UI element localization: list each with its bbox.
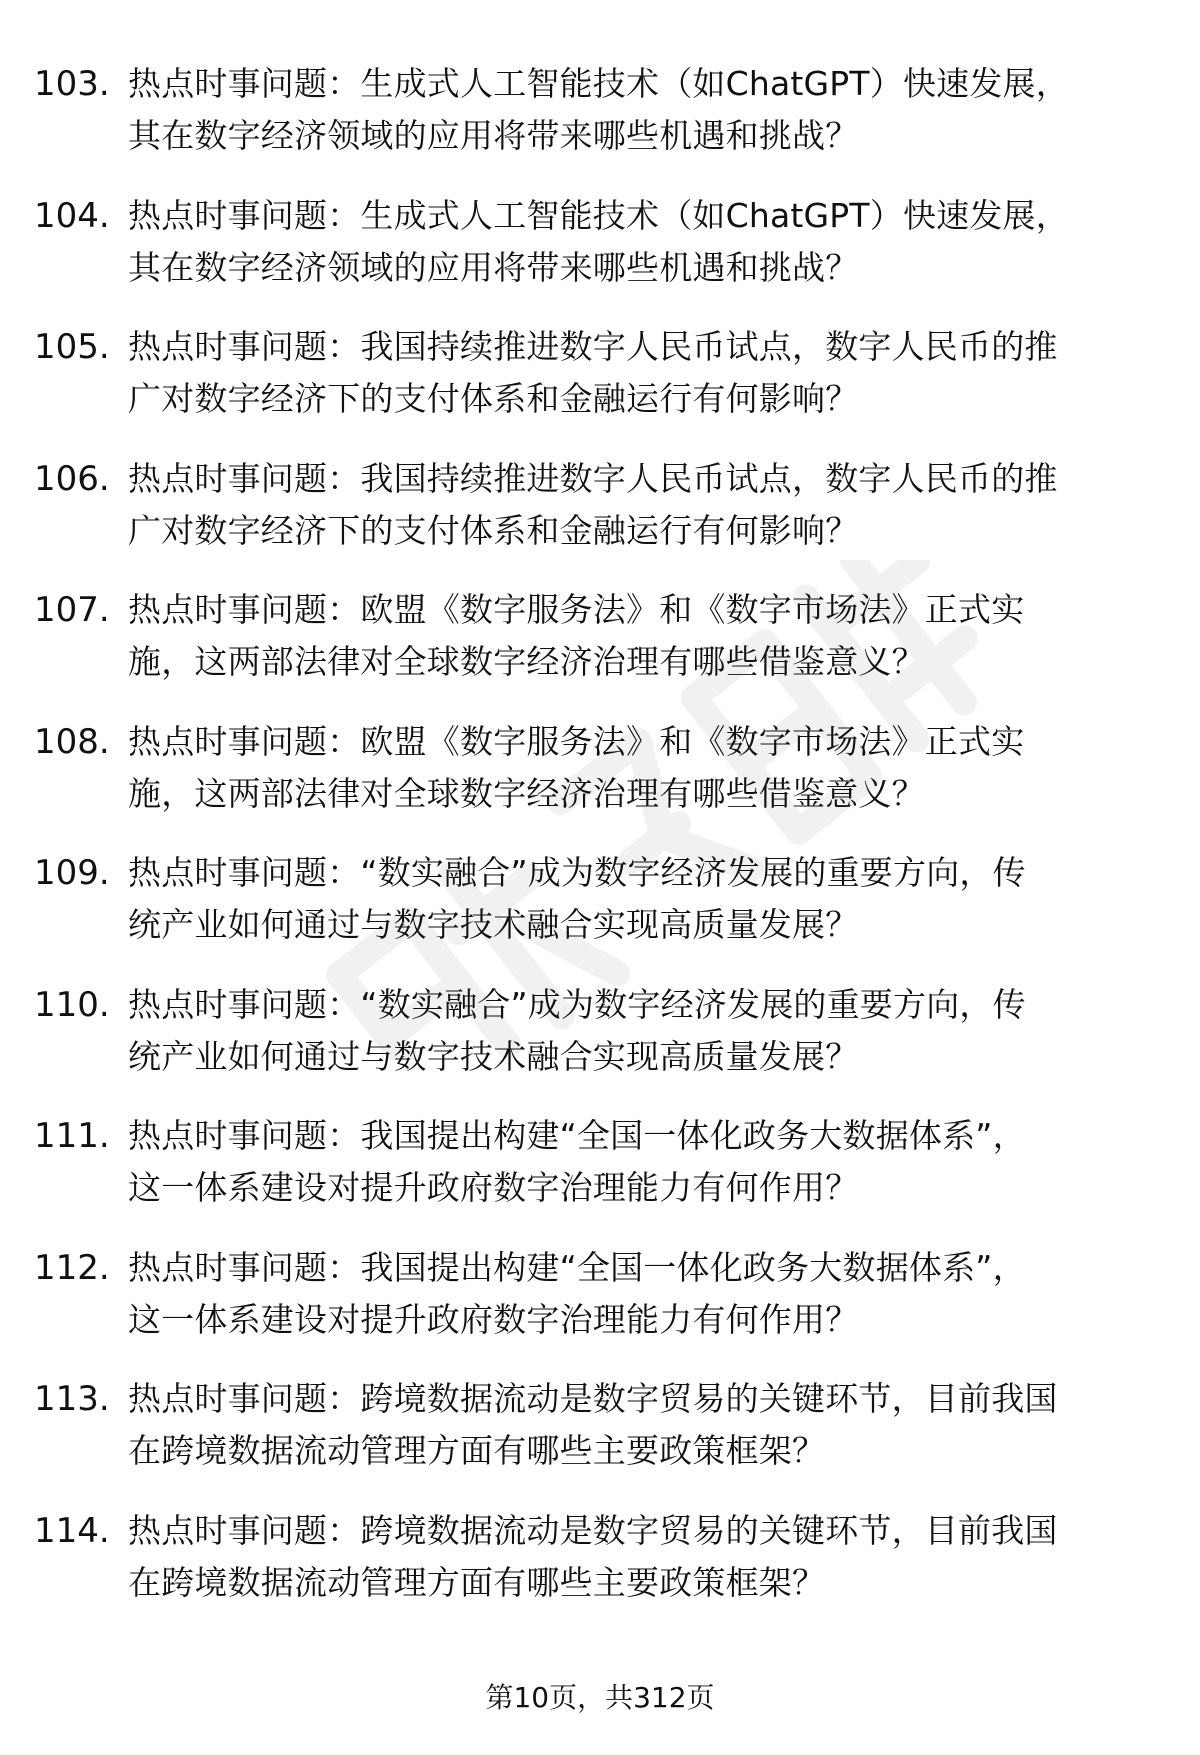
question-number: 113. — [34, 1379, 110, 1419]
question-number: 108. — [34, 721, 110, 762]
question-item — [34, 584, 1154, 716]
question-item — [34, 1373, 1154, 1505]
question-text — [128, 1505, 1154, 1609]
question-number: 106. — [34, 458, 110, 499]
question-text-line: 施，这两部法律对全球数字经济治理有哪些借鉴意义？ — [128, 642, 925, 681]
question-number: 110. — [34, 984, 110, 1025]
question-text — [128, 58, 1154, 162]
question-item — [34, 190, 1154, 322]
question-text-line: 热点时事问题：生成式人工智能技术（如ChatGPT）快速发展， — [128, 195, 1069, 235]
question-text — [128, 716, 1154, 820]
question-text — [128, 190, 1154, 294]
question-text-line: 统产业如何通过与数字技术融合实现高质量发展？ — [128, 1036, 859, 1076]
question-text-line: 热点时事问题：我国提出构建“全国一体化政务大数据体系”， — [128, 1116, 1026, 1155]
question-number: 109. — [34, 853, 110, 893]
question-text-line: 在跨境数据流动管理方面有哪些主要政策框架？ — [128, 1431, 826, 1470]
question-text-line: 施，这两部法律对全球数字经济治理有哪些借鉴意义？ — [128, 773, 925, 813]
question-text — [128, 1242, 1154, 1346]
question-text-line: 热点时事问题：我国持续推进数字人民币试点，数字人民币的推 — [128, 327, 1058, 366]
question-text-line: 统产业如何通过与数字技术融合实现高质量发展？ — [128, 905, 859, 944]
question-number: 103. — [34, 64, 110, 104]
question-text-line: 热点时事问题：欧盟《数字服务法》和《数字市场法》正式实 — [128, 721, 1025, 761]
question-text-line: 热点时事问题：生成式人工智能技术（如ChatGPT）快速发展， — [128, 64, 1069, 103]
question-text-line: 在跨境数据流动管理方面有哪些主要政策框架？ — [128, 1562, 826, 1602]
question-list — [34, 58, 1154, 1636]
question-number: 105. — [34, 327, 110, 367]
question-text — [128, 584, 1154, 688]
question-text — [128, 321, 1154, 425]
question-item — [34, 1110, 1154, 1242]
question-text — [128, 847, 1154, 951]
question-text-line: 热点时事问题：我国持续推进数字人民币试点，数字人民币的推 — [128, 458, 1058, 498]
question-text — [128, 1373, 1154, 1477]
question-text-line: 这一体系建设对提升政府数字治理能力有何作用？ — [128, 1299, 859, 1339]
question-item — [34, 321, 1154, 453]
question-text-line: 热点时事问题：我国提出构建“全国一体化政务大数据体系”， — [128, 1247, 1026, 1287]
question-item — [34, 979, 1154, 1111]
question-text-line: 其在数字经济领域的应用将带来哪些机遇和挑战？ — [128, 116, 859, 155]
question-item — [34, 716, 1154, 848]
question-text — [128, 979, 1154, 1083]
question-number: 114. — [34, 1510, 110, 1551]
question-number: 111. — [34, 1116, 110, 1156]
question-number: 112. — [34, 1247, 110, 1288]
question-text-line: 其在数字经济领域的应用将带来哪些机遇和挑战？ — [128, 247, 859, 287]
question-text — [128, 453, 1154, 557]
question-text-line: 广对数字经济下的支付体系和金融运行有何影响？ — [128, 379, 859, 418]
question-text — [128, 1110, 1154, 1214]
question-text-line: 热点时事问题：欧盟《数字服务法》和《数字市场法》正式实 — [128, 590, 1025, 629]
question-item — [34, 847, 1154, 979]
question-text-line: 热点时事问题：“数实融合”成为数字经济发展的重要方向，传 — [128, 984, 1026, 1024]
question-text-line: 广对数字经济下的支付体系和金融运行有何影响？ — [128, 510, 859, 550]
question-text-line: 热点时事问题：“数实融合”成为数字经济发展的重要方向，传 — [128, 853, 1026, 892]
question-number: 104. — [34, 195, 110, 236]
question-text-line: 热点时事问题：跨境数据流动是数字贸易的关键环节，目前我国 — [128, 1510, 1058, 1550]
question-text-line: 热点时事问题：跨境数据流动是数字贸易的关键环节，目前我国 — [128, 1379, 1058, 1418]
question-item — [34, 1242, 1154, 1374]
question-number: 107. — [34, 590, 110, 630]
question-item — [34, 58, 1154, 190]
page-number-footer: 第10页，共312页 — [485, 1681, 715, 1714]
question-text-line: 这一体系建设对提升政府数字治理能力有何作用？ — [128, 1168, 859, 1207]
question-item — [34, 453, 1154, 585]
question-item — [34, 1505, 1154, 1637]
